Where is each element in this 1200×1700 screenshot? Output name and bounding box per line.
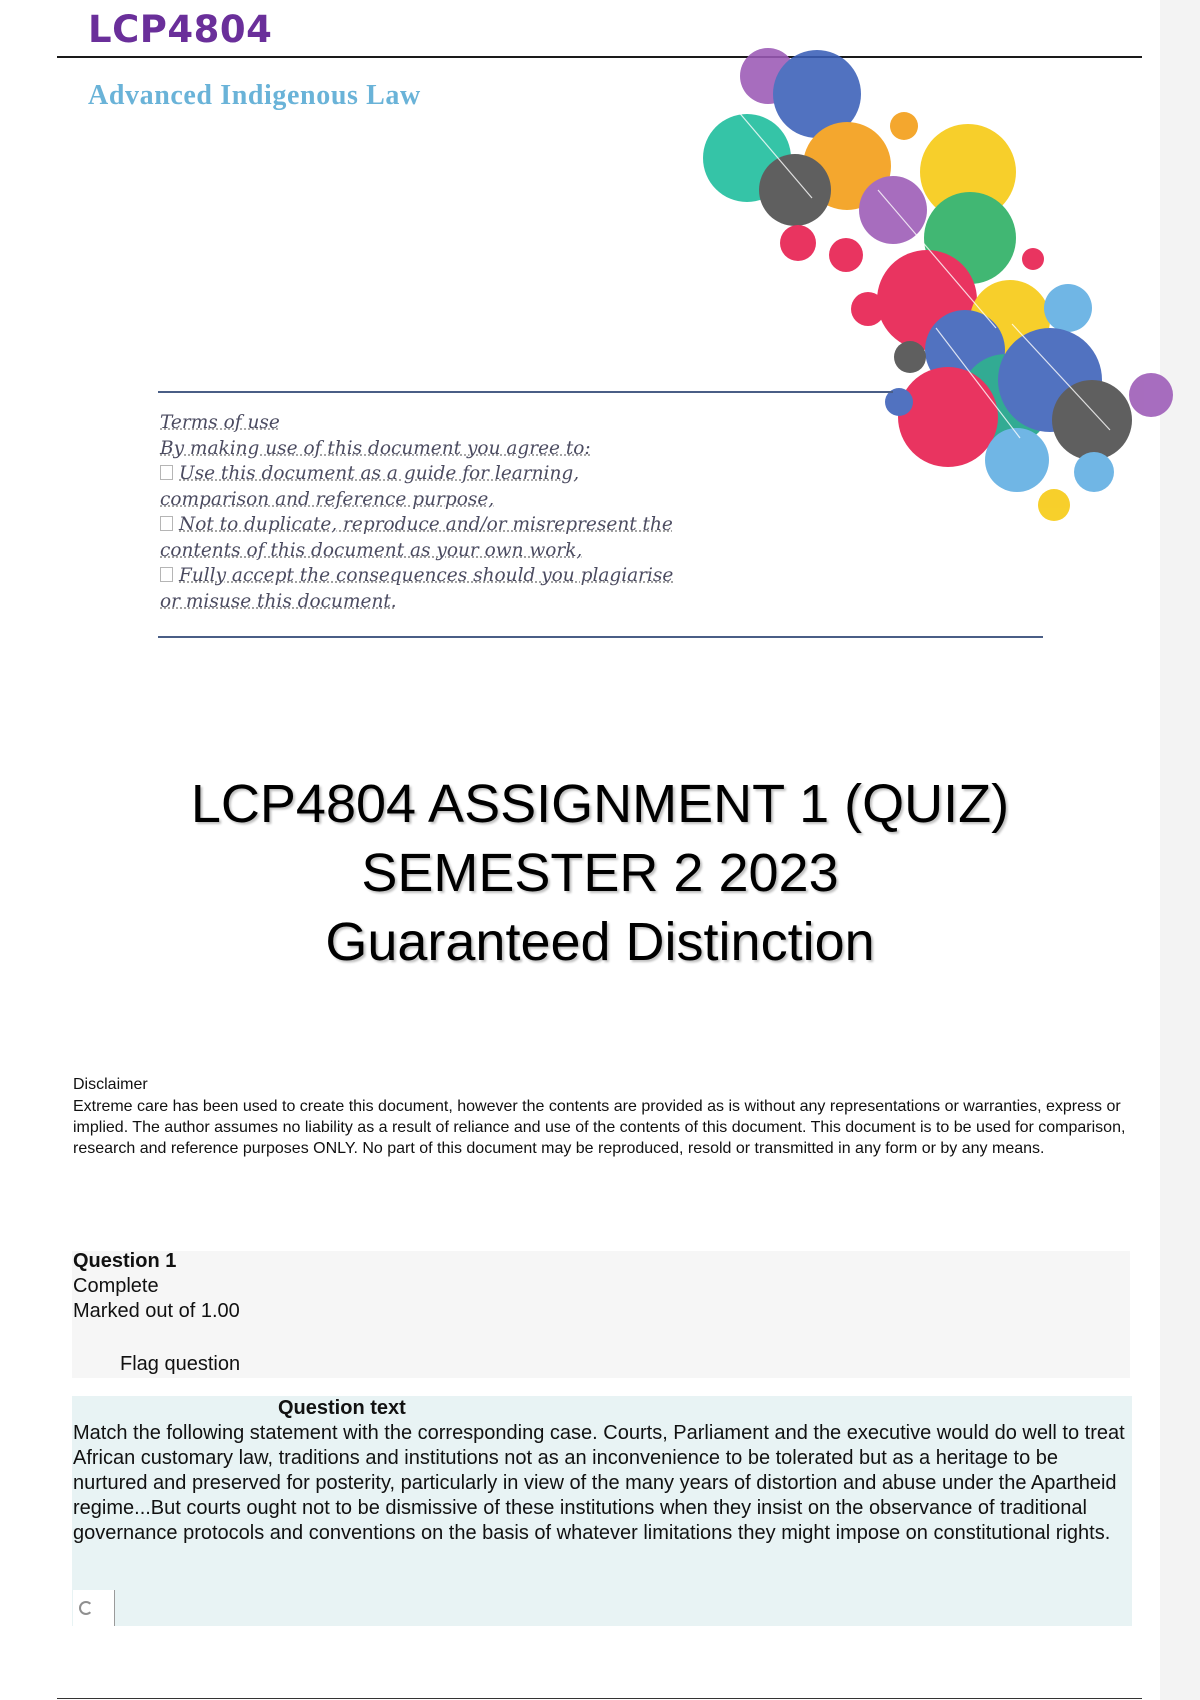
- answer-select[interactable]: [73, 1590, 115, 1626]
- terms-item-continued: contents of this document as your own work,: [160, 539, 583, 561]
- title-line-semester: SEMESTER 2 2023: [361, 843, 839, 903]
- document-title: [0, 770, 1200, 977]
- terms-heading: Terms of use: [160, 412, 280, 433]
- terms-item-continued: or misuse this document.: [160, 590, 397, 612]
- terms-item: Fully accept the consequences should you plagiarise: [160, 563, 720, 589]
- decorative-bubbles-graphic: [690, 30, 1190, 540]
- terms-rule-top: [158, 391, 893, 393]
- question-text-heading: Question text: [278, 1397, 406, 1419]
- title-line-assignment: LCP4804 ASSIGNMENT 1 (QUIZ): [190, 774, 1010, 834]
- bullet-box-icon: [160, 465, 173, 480]
- terms-item: Not to duplicate, reproduce and/or misrepresent the: [160, 512, 720, 538]
- disclaimer-label: Disclaimer: [73, 1076, 148, 1093]
- question-status: Complete: [73, 1275, 159, 1297]
- terms-rule-bottom: [158, 636, 1043, 638]
- terms-item-continued: comparison and reference purpose,: [160, 488, 495, 510]
- course-code: LCP4804: [88, 8, 273, 51]
- disclaimer-text: Extreme care has been used to create this document, however the contents are provided as is without any representations or warranties, express or implied. The author assumes no liability as a result of reliance and use of the contents of this document. This document is to be used for comparison, research and reference purposes ONLY. No part of this document may be reproduced, resold or transmitted in any form or by any means.: [73, 1098, 1126, 1157]
- loading-spinner-icon: [79, 1601, 93, 1615]
- course-name: Advanced Indigenous Law: [88, 80, 421, 111]
- question-number: Question 1: [73, 1250, 177, 1272]
- question-text: Match the following statement with the corresponding case. Courts, Parliament and the executive would do well to treat African customary law, traditions and institutions not as an inconvenience to be tolerated but as a heritage to be nurtured and preserved for posterity, particularly in view of the many years of distortion and abuse under the Apartheid regime...But courts ought not to be dismissive of these institutions when they insist on the observance of traditional governance protocols and conventions on the basis of whatever limitations they might impose on constitutional rights.: [73, 1422, 1125, 1544]
- bullet-box-icon: [160, 516, 173, 531]
- question-marks: Marked out of 1.00: [73, 1300, 240, 1322]
- footer-rule: [57, 1698, 1142, 1699]
- flag-question-link[interactable]: Flag question: [120, 1353, 241, 1375]
- title-line-tagline: Guaranteed Distinction: [325, 912, 875, 972]
- terms-intro: By making use of this document you agree to:: [160, 437, 591, 459]
- terms-of-use: [160, 410, 720, 614]
- terms-item: Use this document as a guide for learning,: [160, 461, 720, 487]
- bullet-box-icon: [160, 567, 173, 582]
